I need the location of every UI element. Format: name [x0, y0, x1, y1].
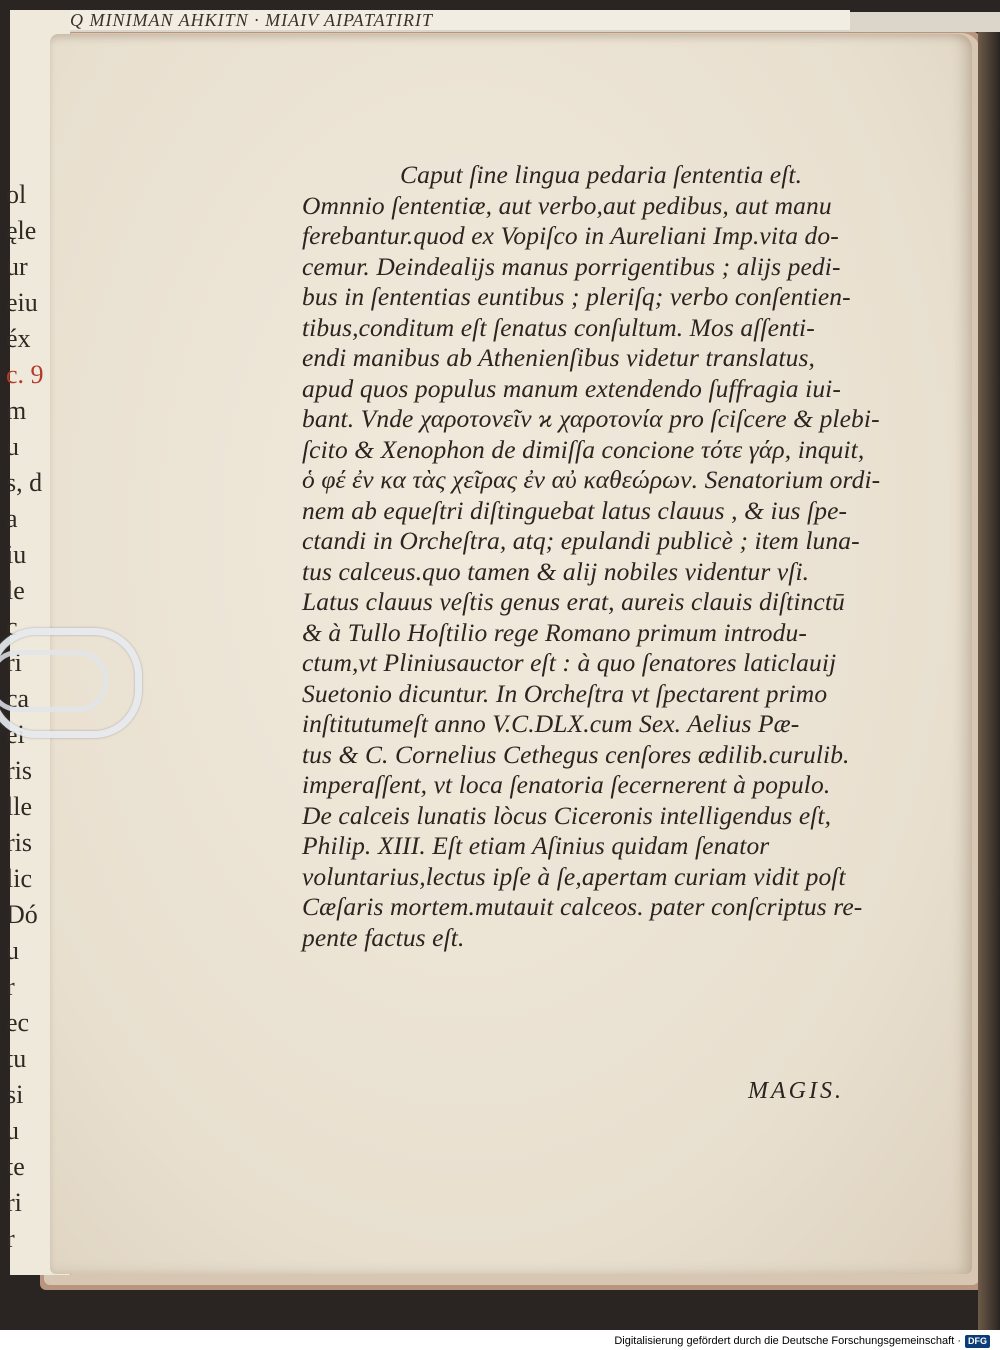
previous-page-fragment: ris [6, 756, 32, 785]
previous-page-fragment: ri [6, 1188, 22, 1217]
dfg-logo-icon: DFG [965, 1335, 990, 1348]
text-line: ferebantur.quod ex Vopiſco in Aureliani Imp.vita do- [302, 221, 839, 250]
text-line: apud quos populus manum extendendo ſuffragia iui- [302, 373, 841, 403]
previous-page-fragment: u [6, 936, 19, 965]
digitization-credit [614, 1332, 990, 1350]
page-text-block [302, 160, 892, 953]
text-line: endi manibus ab Athenienſibus videtur translatus, [302, 343, 815, 372]
previous-page-fragment: si [6, 1080, 24, 1109]
previous-page-fragment: a [6, 504, 18, 533]
previous-page-fragment: ca [6, 684, 30, 713]
text-line: pente factus eſt. [302, 922, 465, 952]
previous-page-fragment: r [6, 972, 15, 1001]
text-line: De calceis lunatis lòcus Ciceronis intelligendus eſt, [302, 800, 832, 830]
previous-page-fragment: c [6, 612, 18, 641]
paper-clip-inner-icon [0, 650, 108, 712]
binding-shadow [978, 30, 1000, 1330]
previous-page-fragment: ol [6, 180, 27, 209]
previous-page-fragment: r [6, 1224, 15, 1253]
catchword: MAGIS. [748, 1078, 844, 1104]
previous-page-fragment: ec [6, 1008, 30, 1037]
previous-page-fragment: ęle [6, 216, 37, 245]
text-line: ſcito & Xenophon de dimiſſa concione τότε γάρ, inquit, [302, 434, 865, 464]
text-line: imperaſſent, vt loca ſenatoria ſecernerent à populo. [302, 770, 831, 799]
previous-page-fragment: lle [6, 792, 32, 821]
text-line: cemur. Deindealijs manus porrigentibus ; alijs pedi- [302, 251, 841, 281]
text-line: Philip. XIII. Eſt etiam Aſinius quidam ſenator [302, 831, 770, 860]
previous-page-fragment: ei [6, 720, 25, 749]
previous-page-fragment: u [6, 432, 19, 461]
previous-page-fragment: eiu [6, 288, 38, 317]
previous-page-fragment: m [6, 396, 27, 425]
text-line: tibus,conditum eſt ſenatus conſultum. Mos aſſenti- [302, 312, 815, 342]
text-line: nem ab equeſtri diſtinguebat latus clauus , & ius ſpe- [302, 495, 848, 525]
previous-page-fragment: s, d [6, 468, 43, 497]
previous-page-fragment: lic [6, 864, 32, 893]
previous-page-fragment: ris [6, 828, 32, 857]
text-line: & à Tullo Hoſtilio rege Romano primum introdu- [302, 617, 807, 647]
previous-page-fragment: Dó [6, 900, 38, 929]
previous-page-fragment: ur [6, 252, 28, 281]
text-line: Latus clauus veſtis genus erat, aureis clauis diſtinctū [302, 587, 845, 616]
text-line: tus calceus.quo tamen & alij nobiles videntur vſi. [302, 556, 810, 586]
text-line: inſtitutumeſt anno V.C.DLX.cum Sex. Aelius Pæ- [302, 709, 800, 738]
previous-page-fragment: te [6, 1152, 25, 1181]
previous-page-fragment: u [6, 1116, 19, 1145]
previous-page-fragment: c. 9 [6, 360, 44, 389]
previous-page-top-line: Q MINIMAN AHKITN · MIAIV AIPATATIRIT [70, 10, 850, 30]
text-line: Cæſaris mortem.mutauit calceos. pater conſcriptus re- [302, 892, 863, 921]
text-line: ctandi in Orcheſtra, atq; epulandi publicè ; item luna- [302, 526, 860, 555]
text-line: Suetonio dicuntur. In Orcheſtra vt ſpectarent primo [302, 678, 828, 708]
previous-page-fragment: tu [6, 1044, 27, 1073]
text-line: Caput ſine lingua pedaria ſententia eſt. [400, 160, 803, 189]
text-line: ctum,vt Pliniusauctor eſt : à quo ſenatores laticlauij [302, 648, 837, 677]
text-line: bant. Vnde χαροτονεῖν ϰ χαροτονία pro ſciſcere & plebi- [302, 404, 880, 433]
text-line: Omnnio ſententiæ, aut verbo,aut pedibus, aut manu [302, 190, 832, 220]
previous-page-fragment: éx [6, 324, 31, 353]
text-line: voluntarius,lectus ipſe à ſe,apertam curiam vidit poſt [302, 861, 846, 891]
previous-page-fragment: ri [6, 648, 22, 677]
footer-text: Digitalisierung gefördert durch die Deutsche Forschungsgemeinschaft · [614, 1335, 961, 1347]
previous-page-fragment: iu [6, 540, 27, 569]
text-line: ὁ φέ ἐν κα τὰς χεῖρας ἐν αὐ καθεώρων. Senatorium ordi- [302, 465, 881, 494]
text-line: bus in ſententias euntibus ; pleriſq; verbo conſentien- [302, 282, 851, 311]
previous-page-fragment: le [6, 576, 25, 605]
text-line: tus & C. Cornelius Cethegus cenſores ædilib.curulib. [302, 739, 850, 769]
